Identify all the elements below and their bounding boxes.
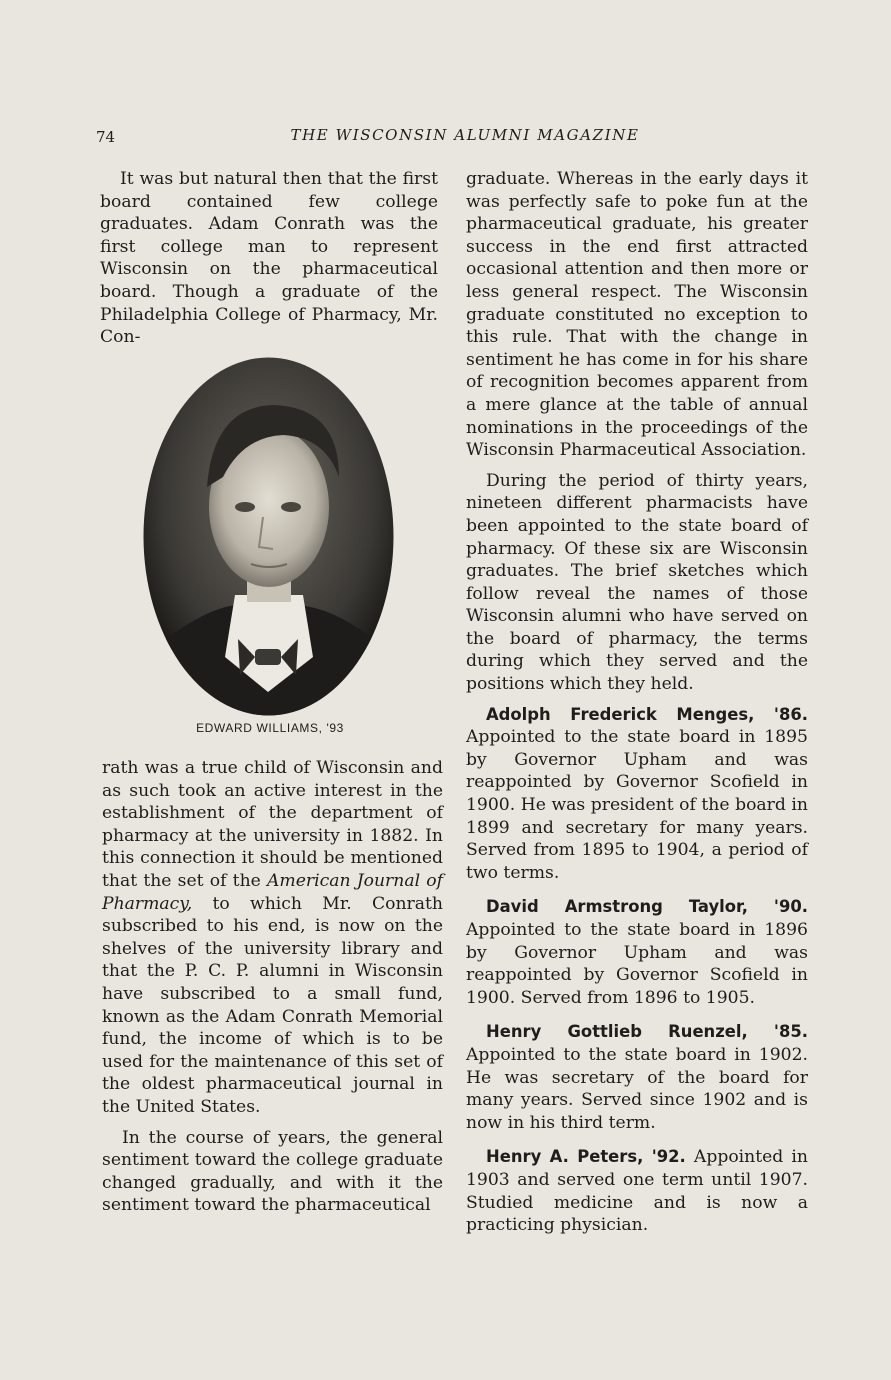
entry-name: David Armstrong Taylor, '90. — [486, 897, 808, 917]
running-title: THE WISCONSIN ALUMNI MAGAZINE — [290, 126, 640, 144]
paragraph — [102, 757, 443, 1119]
photo-caption: EDWARD WILLIAMS, '93 — [196, 721, 344, 735]
entry-text: Appointed to the state board in 1895 by Governor Upham and was reappointed by Governor Scofield in 1900. He was president of the board in 1899 and secretary for many years. Served from 1895 to 1904, a period of two terms. — [466, 727, 808, 883]
entry-menges — [466, 704, 808, 885]
entry-taylor — [466, 896, 808, 1009]
right-column — [466, 168, 808, 1237]
paragraph: During the period of thirty years, nineteen different pharmacists have been appointed to the state board of pharmacy. Of these six are Wisconsin graduates. The brief sketches which follow reveal the names of those Wisconsin alumni who have served on the board of pharmacy, the terms during which they served and the positions which they held. — [466, 470, 808, 695]
entry-name: Henry Gottlieb Ruenzel, '85. — [486, 1022, 808, 1042]
text-run: rath was a true child of Wisconsin and as such took an active interest in the establishment of the department of pharmacy at the university in 1882. In this connection it should be mentioned that the set of the — [102, 758, 443, 891]
page-number: 74 — [96, 128, 116, 146]
entry-text: Appointed in 1903 and served one term until 1907. Studied medicine and is now a practicing physician. — [466, 1147, 808, 1236]
paragraph: In the course of years, the general sentiment toward the college graduate changed gradually, and with it the sentiment toward the pharmaceutical — [102, 1127, 443, 1216]
portrait-photo — [143, 357, 394, 716]
entry-text: Appointed to the state board in 1896 by Governor Upham and was reappointed by Governor Scofield in 1900. Served from 1896 to 1905. — [466, 920, 808, 1008]
paragraph: It was but natural then that the first board contained few college graduates. Adam Conrath was the first college man to represent Wisconsin on the pharmaceutical board. Though a graduate of the Philadelphia College of Pharmacy, Mr. Con- — [100, 169, 438, 348]
entry-name: Henry A. Peters, '92. — [486, 1147, 686, 1167]
journal-title: American Journal of Pharmacy, — [102, 870, 443, 914]
entry-ruenzel — [466, 1021, 808, 1134]
left-column-top — [100, 168, 438, 349]
entry-peters — [466, 1146, 808, 1236]
text-run: to which Mr. Conrath subscribed to his end, is now on the shelves of the university library and that the P. C. P. alumni in Wisconsin have subscribed to a small fund, known as the Adam Conrath Memorial fund, the income of which is to be used for the maintenance of this set of the oldest pharmaceutical journal in the United States. — [102, 893, 443, 1117]
left-column-bottom — [102, 757, 443, 1217]
paragraph: graduate. Whereas in the early days it was perfectly safe to poke fun at the pharmaceutical graduate, his greater success in the end first attracted occasional attention and then more or less general respect. The Wisconsin graduate constituted no exception to this rule. That with the change in sentiment he has come in for his share of recognition becomes apparent from a mere glance at the table of annual nominations in the proceedings of the Wisconsin Pharmaceutical Association. — [466, 169, 808, 461]
entry-name: Adolph Frederick Menges, '86. — [486, 704, 808, 724]
entry-text: Appointed to the state board in 1902. He was secretary of the board for many years. Served since 1902 and is now in his third term. — [466, 1044, 808, 1133]
